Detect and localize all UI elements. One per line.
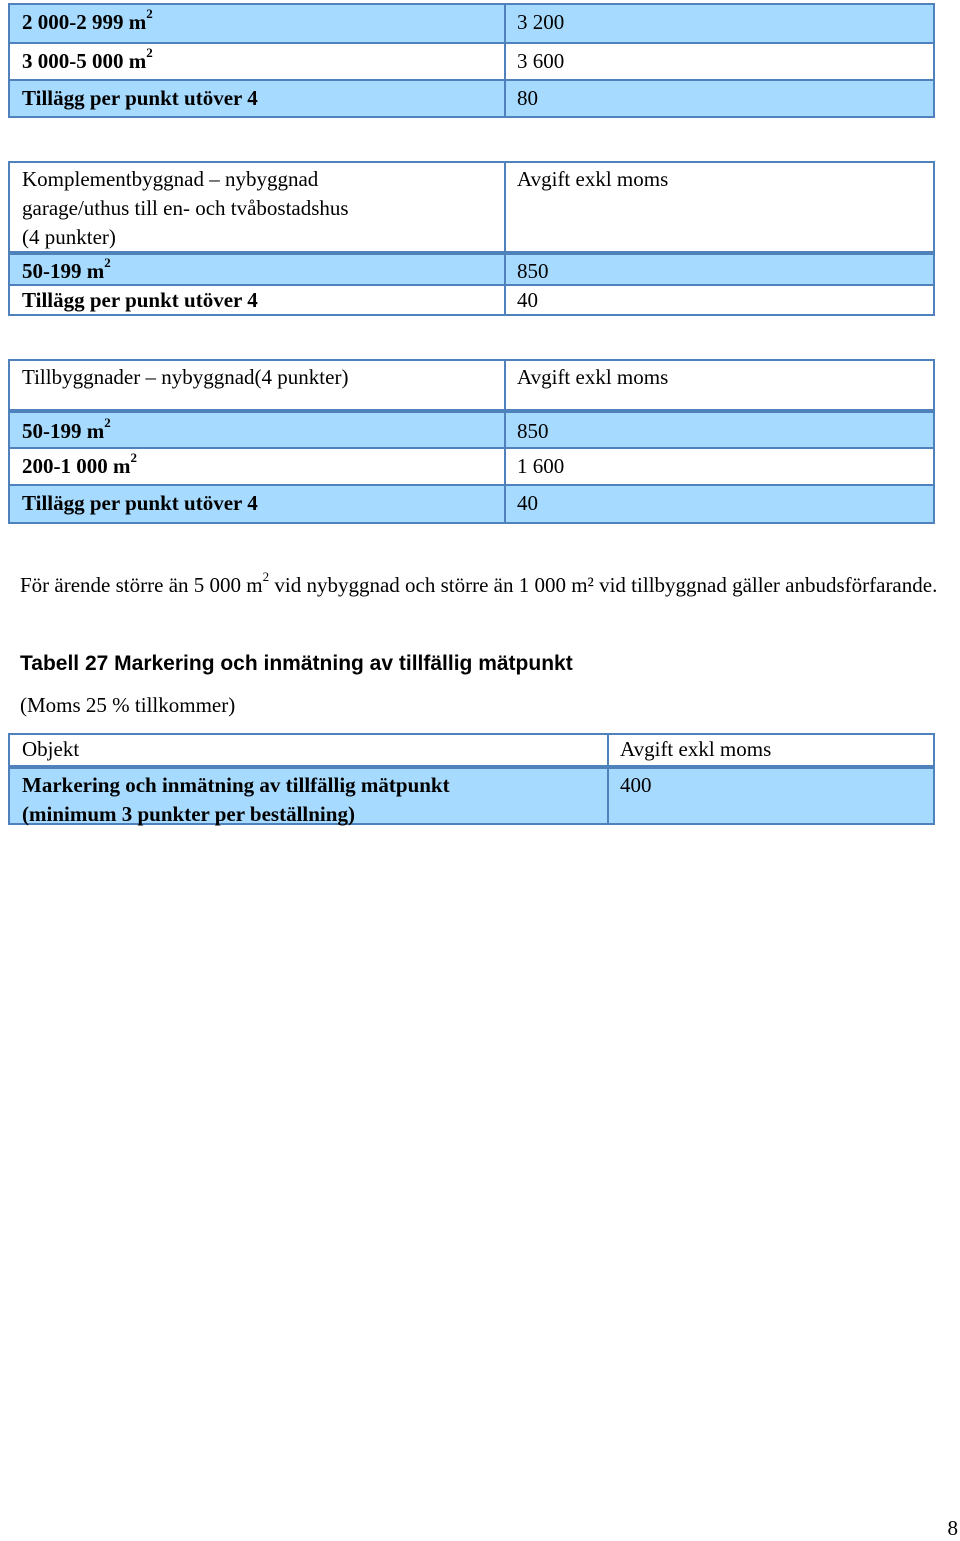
header-label: Komplementbyggnad – nybyggnad garage/uthus till en- och tvåbostadshus (4 punkter): [10, 163, 506, 251]
row-label: 200-1 000 $m^2$: [10, 449, 506, 484]
header-label: Objekt: [10, 735, 609, 765]
fee-table-tillbyggnader: [8, 359, 935, 524]
row-label: 50-199 $m^2$: [10, 255, 506, 284]
row-value: 40: [517, 288, 538, 312]
row-label: Tillägg per punkt utöver 4: [10, 286, 506, 314]
table-row: [10, 409, 933, 447]
table-header-row: [10, 735, 933, 765]
header-value: Avgift exkl moms: [517, 167, 669, 191]
table-heading: Tabell 27 Markering och inmätning av tillfällig mätpunkt: [20, 652, 573, 675]
row-value: 400: [620, 773, 652, 797]
header-label: Tillbyggnader – nybyggnad(4 punkter): [10, 361, 506, 409]
tender-note-paragraph: För ärende större än 5 000 $m^2$ vid nybyggnad och större än 1 000 m² vid tillbyggnad gäller anbudsförfarande.: [20, 569, 938, 597]
row-value: 3 200: [517, 10, 565, 34]
row-value: 1 600: [517, 454, 565, 478]
row-value: 850: [517, 259, 549, 283]
row-label: Tillägg per punkt utöver 4: [10, 486, 506, 522]
table-row: [10, 765, 933, 826]
header-value: Avgift exkl moms: [620, 737, 772, 761]
table-row: [10, 79, 933, 116]
row-label: 50-199 $m^2$: [10, 413, 506, 447]
row-label: Tillägg per punkt utöver 4: [10, 81, 506, 116]
table-row: [10, 484, 933, 522]
fee-table-komplementbyggnad: [8, 161, 935, 316]
fee-table-tabell-27: [8, 733, 935, 825]
table-header-row: [10, 361, 933, 409]
table-row: [10, 42, 933, 79]
page-number: 8: [947, 1516, 958, 1540]
row-value: 80: [517, 86, 538, 110]
row-value: 40: [517, 491, 538, 515]
row-value: 850: [517, 419, 549, 443]
row-label: 3 000-5 000 $m^2$: [10, 44, 506, 79]
fee-table-area-continued: [8, 3, 935, 118]
table-row: [10, 284, 933, 314]
vat-note: (Moms 25 % tillkommer): [20, 693, 236, 717]
row-label: Markering och inmätning av tillfällig mätpunkt (minimum 3 punkter per beställning): [10, 769, 609, 823]
table-row: [10, 251, 933, 284]
row-label: 2 000-2 999 $m^2$: [10, 5, 506, 42]
table-row: [10, 5, 933, 42]
table-row: [10, 447, 933, 484]
table-header-row: [10, 163, 933, 251]
row-value: 3 600: [517, 49, 565, 73]
header-value: Avgift exkl moms: [517, 365, 669, 389]
